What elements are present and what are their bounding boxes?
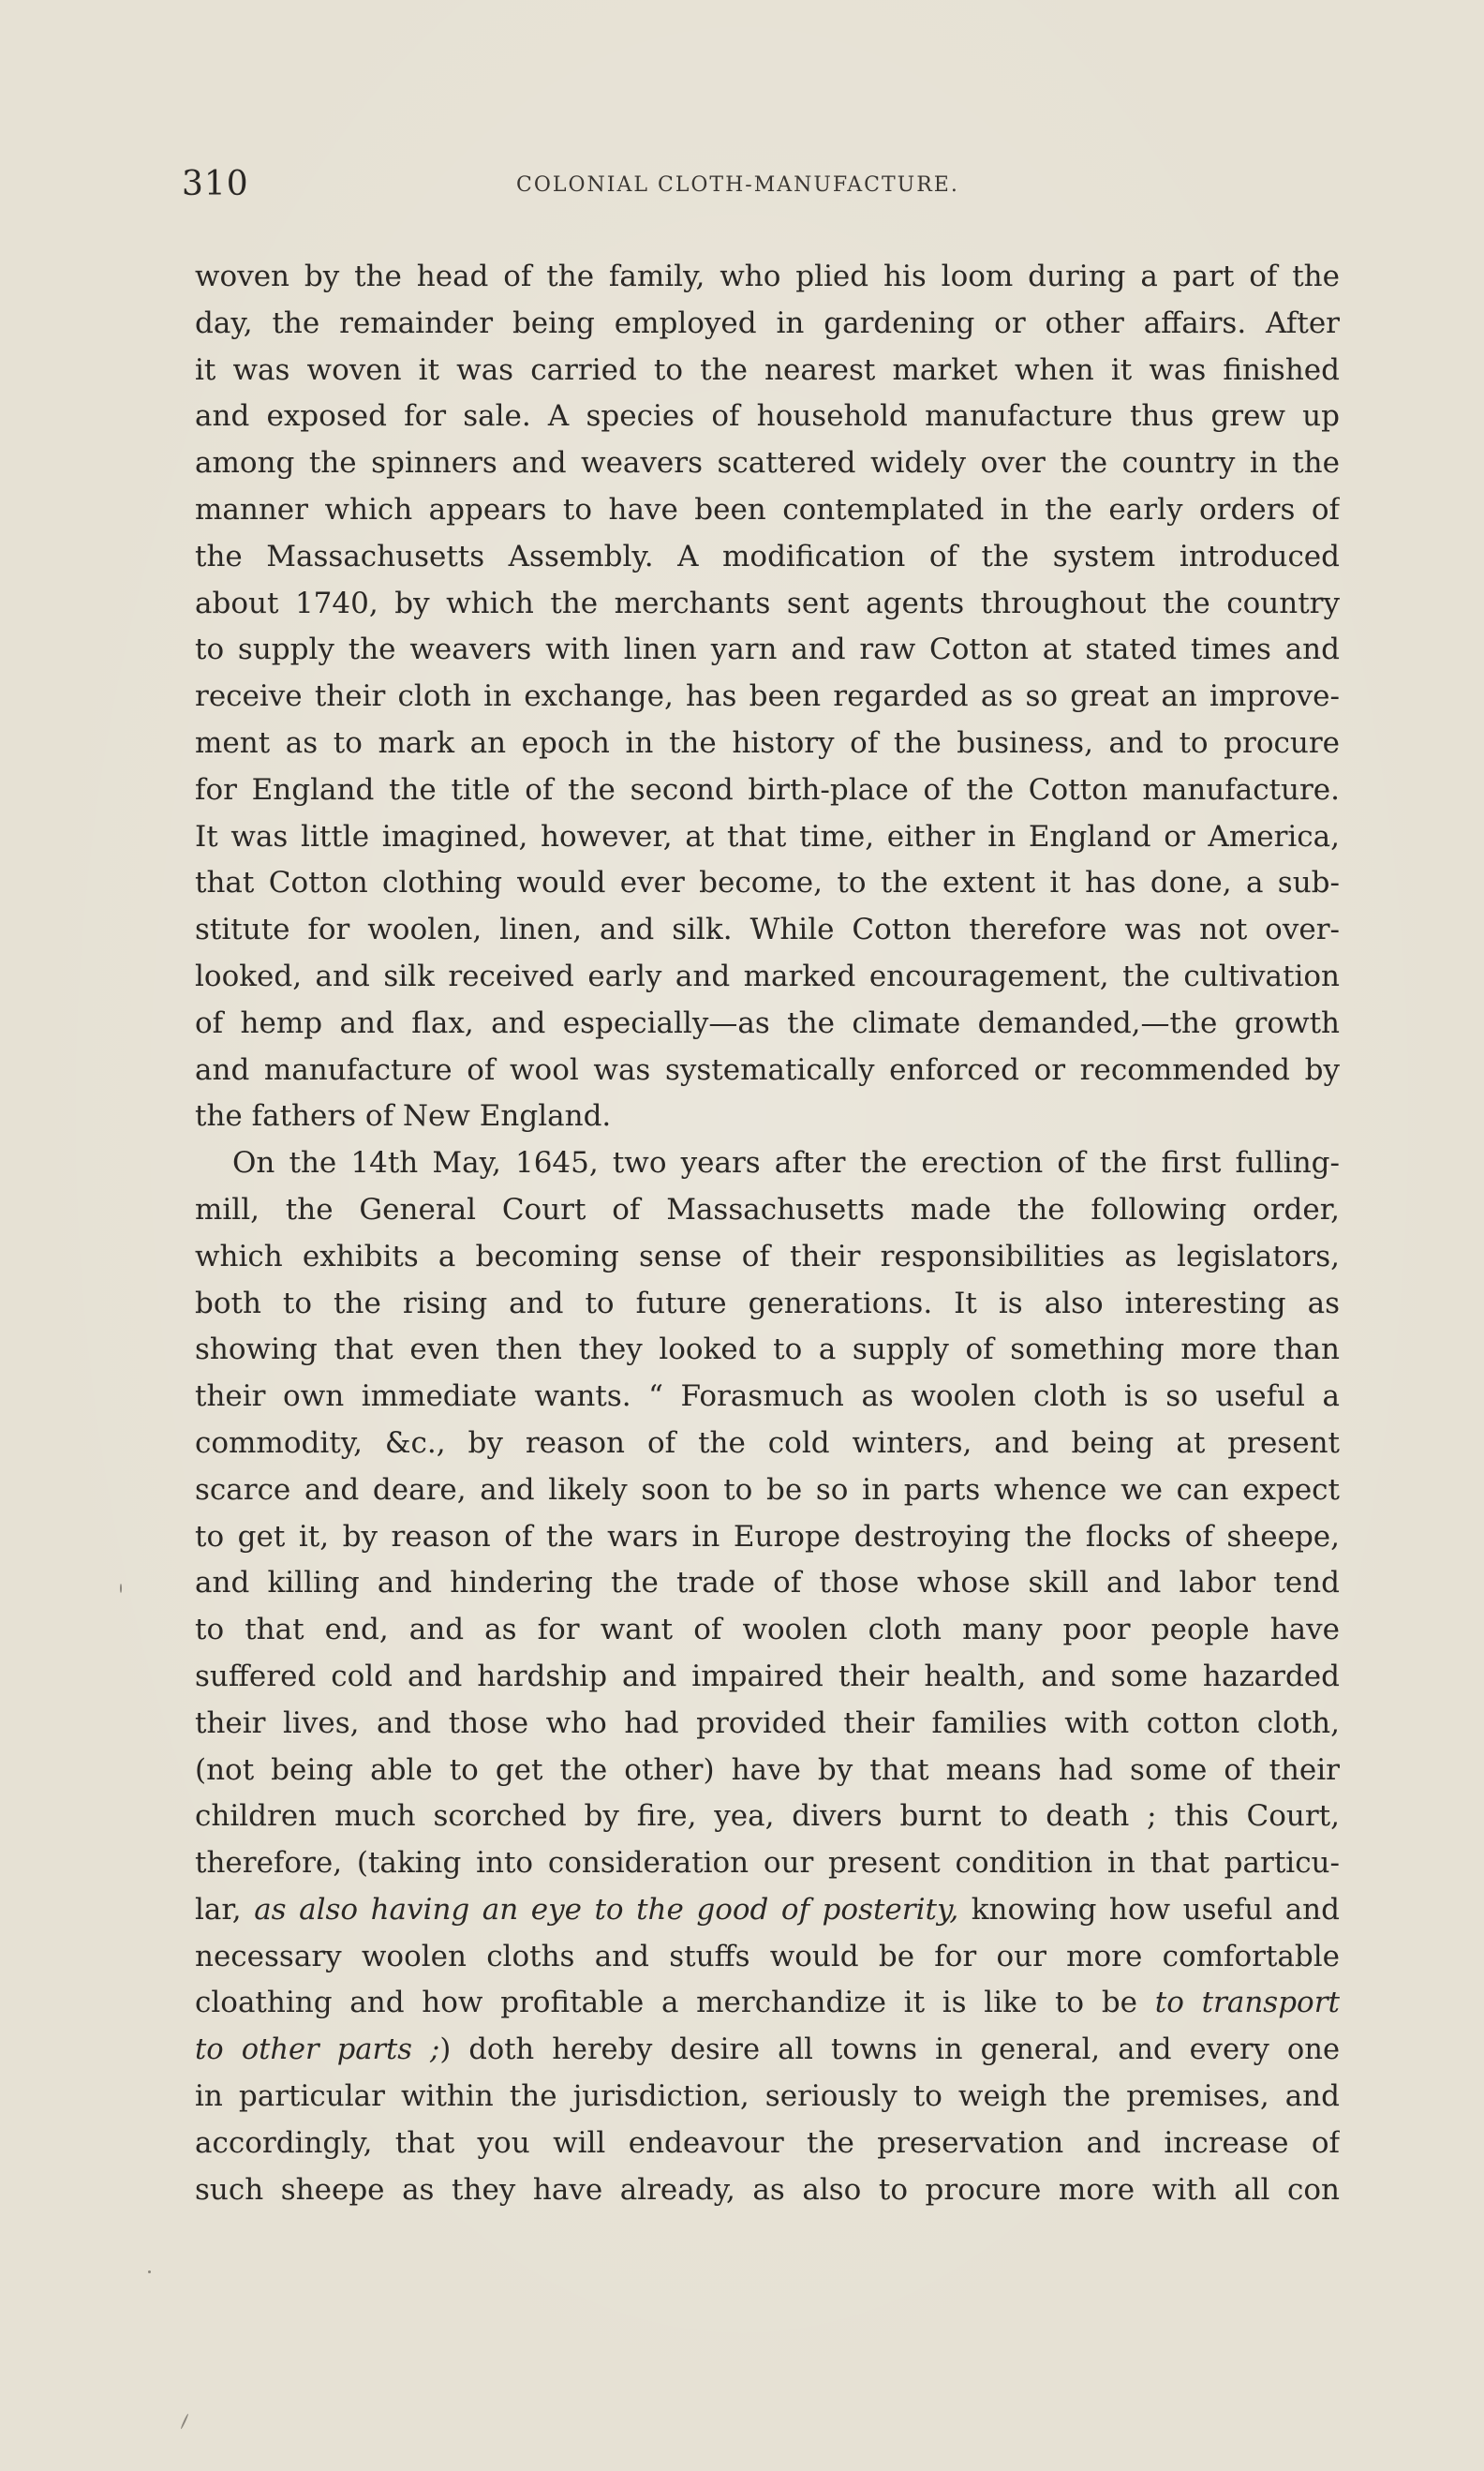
- text-line: [195, 1887, 1340, 1934]
- text-line: [195, 907, 1340, 954]
- text-segment: receive their cloth in exchange, has been regarded as so great an improve-: [195, 679, 1340, 714]
- text-line: [195, 954, 1340, 1001]
- text-line: [195, 487, 1340, 534]
- text-segment: both to the rising and to future generations. It is also interesting as: [195, 1286, 1340, 1320]
- running-head: COLONIAL CLOTH-MANUFACTURE.: [516, 173, 959, 197]
- text-segment: stitute for woolen, linen, and silk. While Cotton therefore was not over-: [195, 913, 1340, 947]
- text-line: [195, 1980, 1340, 2027]
- text-line: [195, 1654, 1340, 1701]
- text-segment: cloathing and how profitable a merchandize it is like to be: [195, 1986, 1155, 2020]
- text-line: [195, 1001, 1340, 1048]
- text-segment: the fathers of New England.: [195, 1099, 612, 1134]
- text-line: [195, 394, 1340, 440]
- text-line: [195, 814, 1340, 861]
- text-line: [195, 674, 1340, 721]
- text-line: [195, 1421, 1340, 1467]
- text-segment: their own immediate wants. “ Forasmuch as woolen cloth is so useful a: [195, 1379, 1340, 1414]
- text-line: [195, 627, 1340, 674]
- text-line: [195, 1701, 1340, 1748]
- text-line: [195, 1560, 1340, 1607]
- text-line: [195, 767, 1340, 814]
- text-segment: lar,: [195, 1892, 255, 1927]
- text-segment: and exposed for sale. A species of household manufacture thus grew up: [195, 399, 1340, 434]
- text-segment: in particular within the jurisdiction, seriously to weigh the premises, and: [195, 2079, 1340, 2114]
- text-line: [195, 1281, 1340, 1328]
- italic-text: to other parts ;: [195, 2033, 440, 2067]
- text-line: [195, 1607, 1340, 1654]
- italic-text: to transport: [1154, 1986, 1340, 2020]
- text-segment: among the spinners and weavers scattered widely over the country in the: [195, 446, 1340, 481]
- text-segment: commodity, &c., by reason of the cold winters, and being at present: [195, 1425, 1340, 1460]
- text-segment: suffered cold and hardship and impaired their health, and some hazarded: [195, 1659, 1340, 1693]
- text-segment: their lives, and those who had provided their families with cotton cloth,: [195, 1705, 1340, 1740]
- text-line: [195, 348, 1340, 394]
- text-segment: accordingly, that you will endeavour the preservation and increase of: [195, 2125, 1340, 2160]
- text-segment: ment as to mark an epoch in the history of the business, and to procure: [195, 725, 1340, 760]
- text-segment: which exhibits a becoming sense of their responsibilities as legislators,: [195, 1239, 1340, 1273]
- text-line: [195, 254, 1340, 301]
- text-segment: to get it, by reason of the wars in Europe destroying the flocks of sheepe,: [195, 1519, 1340, 1554]
- text-line: [195, 301, 1340, 348]
- text-segment: to supply the weavers with linen yarn and raw Cotton at stated times and: [195, 633, 1340, 667]
- text-segment: such sheepe as they have already, as also to procure more with all con: [195, 2172, 1340, 2207]
- text-line: [195, 1748, 1340, 1794]
- text-segment: to that end, and as for want of woolen cloth many poor people have: [195, 1613, 1340, 1647]
- text-segment: It was little imagined, however, at that time, either in England or America,: [195, 819, 1340, 854]
- text-line: [195, 1840, 1340, 1887]
- italic-text: as also having an eye to the good of posterity,: [254, 1892, 959, 1927]
- text-segment: showing that even then they looked to a supply of something more than: [195, 1332, 1340, 1367]
- text-line: [195, 1374, 1340, 1421]
- text-line: [195, 860, 1340, 907]
- text-segment: children much scorched by fire, yea, divers burnt to death ; this Court,: [195, 1799, 1340, 1834]
- text-line: [195, 1514, 1340, 1561]
- text-line: [195, 1794, 1340, 1840]
- text-line: [195, 1048, 1340, 1094]
- text-segment: (not being able to get the other) have by that means had some of their: [195, 1752, 1340, 1787]
- text-segment: and killing and hindering the trade of those whose skill and labor tend: [195, 1566, 1340, 1600]
- text-segment: for England the title of the second birth-place of the Cotton manufacture.: [195, 772, 1340, 807]
- text-segment: and manufacture of wool was systematically enforced or recommended by: [195, 1052, 1340, 1087]
- text-line: [195, 1094, 1340, 1140]
- text-segment: day, the remainder being employed in gardening or other affairs. After: [195, 305, 1340, 340]
- text-line: [195, 2027, 1340, 2074]
- text-line: [195, 1140, 1340, 1187]
- text-segment: On the 14th May, 1645, two years after the erection of the first fulling-: [232, 1146, 1340, 1181]
- text-segment: ) doth hereby desire all towns in general, and every one: [439, 2033, 1340, 2067]
- text-line: [195, 581, 1340, 628]
- text-segment: mill, the General Court of Massachusetts made the following order,: [195, 1192, 1340, 1227]
- body-text: [195, 254, 1340, 2213]
- text-line: [195, 1187, 1340, 1234]
- text-segment: it was woven it was carried to the nearest market when it was finished: [195, 352, 1340, 387]
- text-line: [195, 2167, 1340, 2214]
- page-header: [0, 165, 1484, 202]
- text-segment: knowing how useful and: [958, 1892, 1340, 1927]
- text-segment: woven by the head of the family, who plied his loom during a part of the: [195, 260, 1340, 293]
- text-segment: manner which appears to have been contemplated in the early orders of: [195, 492, 1340, 527]
- text-segment: scarce and deare, and likely soon to be so in parts whence we can expect: [195, 1472, 1340, 1507]
- text-segment: looked, and silk received early and marked encouragement, the cultivation: [195, 959, 1340, 993]
- text-line: [195, 1327, 1340, 1374]
- text-segment: about 1740, by which the merchants sent agents throughout the country: [195, 586, 1340, 620]
- text-line: [195, 721, 1340, 767]
- text-line: [195, 2121, 1340, 2167]
- text-line: [195, 2074, 1340, 2121]
- text-line: [195, 1467, 1340, 1514]
- text-line: [195, 1934, 1340, 1981]
- text-line: [195, 440, 1340, 487]
- text-segment: of hemp and flax, and especially—as the climate demanded,—the growth: [195, 1005, 1340, 1040]
- text-segment: the Massachusetts Assembly. A modification of the system introduced: [195, 539, 1340, 573]
- text-segment: therefore, (taking into consideration our present condition in that particu-: [195, 1846, 1340, 1881]
- text-segment: that Cotton clothing would ever become, to the extent it has done, a sub-: [195, 866, 1340, 901]
- text-segment: necessary woolen cloths and stuffs would be for our more comfortable: [195, 1939, 1340, 1973]
- text-line: [195, 534, 1340, 581]
- text-line: [195, 1234, 1340, 1281]
- page-number: 310: [182, 165, 249, 203]
